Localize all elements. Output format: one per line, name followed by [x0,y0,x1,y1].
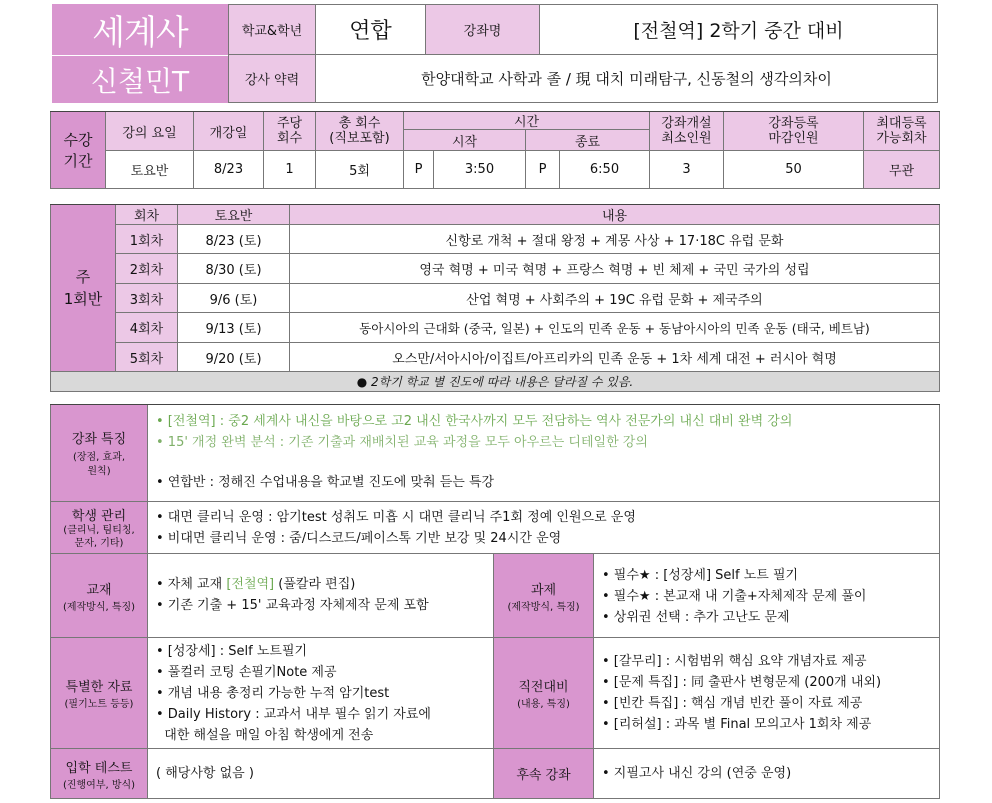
val-start-date: 8/23 [194,151,264,189]
bio-label: 강사 약력 [244,73,300,88]
course-label-cell [426,4,540,55]
val-start-ampm: P [404,151,434,189]
col-time-end: 종료 [526,130,650,151]
special-line: 대한 해설을 매일 아침 학생에게 전송 [156,728,374,743]
homework-content [594,554,940,638]
exam-prep-content [594,638,940,749]
school-label: 학교&학년 [241,24,303,39]
textbook-label-cell [50,554,148,638]
bio-value: 한양대학교 사학과 졸 / 現 대치 미래탐구, 신동철의 생각의차이 [421,70,832,88]
val-max: 50 [724,151,864,189]
textbook-line [156,574,485,595]
teacher-name: 신철민T [90,64,190,98]
session-content: 오스만/서아시아/이집트/아프리카의 민족 운동 + 1차 세계 대전 + 러시아 혁명 [290,343,940,372]
homework-line: • 필수★ : [성장세] Self 노트 필기 [602,568,799,583]
features-label-cell [50,405,148,502]
sessions-head-no: 회차 [116,205,178,225]
features-content [148,405,940,502]
col-max: 강좌등록 마감인원 [724,112,864,151]
val-per-week: 1 [264,151,316,189]
entrance-label-cell [50,749,148,799]
session-date: 8/30 (토) [178,254,290,284]
val-end-time: 6:50 [560,151,650,189]
textbook-label: 교재 [86,582,112,598]
homework-label-cell [494,554,594,638]
exam-prep-label: 직전대비 [518,680,569,695]
sessions-head-content: 내용 [290,205,940,225]
followup-label-cell [494,749,594,799]
management-label-cell [50,502,148,554]
textbook-line: • 기존 기출 + 15' 교육과정 자체제작 문제 포함 [156,598,429,613]
col-time: 시간 [404,112,650,130]
management-line: • 대면 클리닉 운영 : 암기test 성취도 미흡 시 대면 클리닉 주1회 정예 인원으로 운영 [156,510,636,525]
entrance-content [148,749,494,799]
bio-value-cell [316,55,938,103]
followup-value: • 지필고사 내신 강의 (연중 운영) [602,766,792,781]
course-value-cell [540,4,938,55]
special-content [148,638,494,749]
special-label: 특별한 자료 [65,680,133,695]
period-label: 수강 기간 [50,112,106,189]
entrance-sub: (진행여부, 방식) [62,779,136,791]
management-label: 학생 관리 [71,509,127,524]
subject-title-cell [52,4,228,55]
session-content: 신항로 개척 + 절대 왕정 + 계몽 사상 + 17·18C 유럽 문화 [290,225,940,254]
col-day: 강의 요일 [106,112,194,151]
session-date: 9/13 (토) [178,313,290,343]
col-total: 총 회수 (직보포함) [316,112,404,151]
special-sub: (필기노트 등등) [64,699,134,710]
textbook-line1-pre: • 자체 교재 [156,577,227,592]
special-line: • 풀컬러 코팅 손필기Note 제공 [156,665,337,680]
session-no: 2회차 [116,254,178,284]
val-start-time: 3:50 [434,151,526,189]
col-start-date: 개강일 [194,112,264,151]
features-sub: (장점, 효과, 원칙) [72,451,126,477]
col-max-attend: 최대등록 가능회차 [864,112,940,151]
val-day: 토요반 [106,151,194,189]
course-label: 강좌명 [463,24,502,39]
features-label: 강좌 특징 [71,431,127,447]
followup-content [594,749,940,799]
features-line: • 15' 개정 완벽 분석 : 기존 기출과 재배치된 교육 과정을 모두 아우르는 디테일한 강의 [156,435,648,450]
sessions-side-label: 주 1회반 [50,205,116,372]
col-per-week: 주당 회수 [264,112,316,151]
entrance-value: ( 해당사항 없음 ) [156,766,254,781]
management-sub: (클리닉, 팀티칭, 문자, 기타) [63,525,135,549]
subject-title: 세계사 [92,13,188,53]
col-time-start: 시작 [404,130,526,151]
textbook-line1-post: (풀칼라 편집) [274,577,356,592]
special-line: • [성장세] : Self 노트필기 [156,644,308,659]
homework-label: 과제 [530,582,557,598]
teacher-name-cell [52,55,228,103]
features-line: • [전철역] : 중2 세계사 내신을 바탕으로 고2 내신 한국사까지 모두 전담하는 역사 전문가의 내신 대비 완벽 강의 [156,414,793,429]
session-content: 산업 혁명 + 사회주의 + 19C 유럽 문화 + 제국주의 [290,284,940,313]
homework-line: • 상위권 선택 : 추가 고난도 문제 [602,610,790,625]
session-no: 1회차 [116,225,178,254]
exam-prep-sub: (내용, 특징) [517,699,570,710]
bio-label-cell [228,55,316,103]
session-date: 9/6 (토) [178,284,290,313]
exam-prep-line: • [갈무리] : 시험범위 핵심 요약 개념자료 제공 [602,654,867,669]
exam-prep-line: • [리허설] : 과목 별 Final 모의고사 1회차 제공 [602,717,872,732]
session-content: 동아시아의 근대화 (중국, 일본) + 인도의 민족 운동 + 동남아시아의 민족 운동 (태국, 베트남) [290,313,940,343]
val-max-attend: 무관 [864,151,940,189]
sessions-note: ● 2학기 학교 별 진도에 따라 내용은 달라질 수 있음. [50,372,940,392]
special-line: • Daily History : 교과서 내부 필수 읽기 자료에 [156,707,431,722]
exam-prep-line: • [문제 특집] : 同 출판사 변형문제 (200개 내외) [602,675,882,690]
course-value: [전철역] 2학기 중간 대비 [633,20,844,42]
school-label-cell [228,4,316,55]
sessions-head-day: 토요반 [178,205,290,225]
followup-label: 후속 강좌 [516,768,571,783]
val-min: 3 [650,151,724,189]
entrance-label: 입학 테스트 [65,760,133,776]
exam-prep-line: • [빈칸 특집] : 핵심 개념 빈칸 풀이 자료 제공 [602,696,863,711]
session-no: 4회차 [116,313,178,343]
textbook-sub: (제작방식, 특징) [62,601,136,613]
management-line: • 비대면 클리닉 운영 : 줌/디스코드/페이스톡 기반 보강 및 24시간 운영 [156,531,562,546]
session-no: 3회차 [116,284,178,313]
homework-line: • 필수★ : 본교재 내 기출+자체제작 문제 풀이 [602,589,867,604]
session-no: 5회차 [116,343,178,372]
val-end-ampm: P [526,151,560,189]
special-label-cell [50,638,148,749]
exam-prep-label-cell [494,638,594,749]
textbook-line1-name: [전철역] [226,577,275,592]
session-date: 8/23 (토) [178,225,290,254]
school-value-cell [316,4,426,55]
special-line: • 개념 내용 총정리 가능한 누적 암기test [156,686,390,701]
col-min: 강좌개설 최소인원 [650,112,724,151]
session-date: 9/20 (토) [178,343,290,372]
features-line: • 연합반 : 정해진 수업내용을 학교별 진도에 맞춰 듣는 특강 [156,475,495,490]
school-value: 연합 [349,19,392,44]
management-content [148,502,940,554]
homework-sub: (제작방식, 특징) [507,601,580,613]
session-content: 영국 혁명 + 미국 혁명 + 프랑스 혁명 + 빈 체제 + 국민 국가의 성립 [290,254,940,284]
textbook-content [148,554,494,638]
val-total: 5회 [316,151,404,189]
